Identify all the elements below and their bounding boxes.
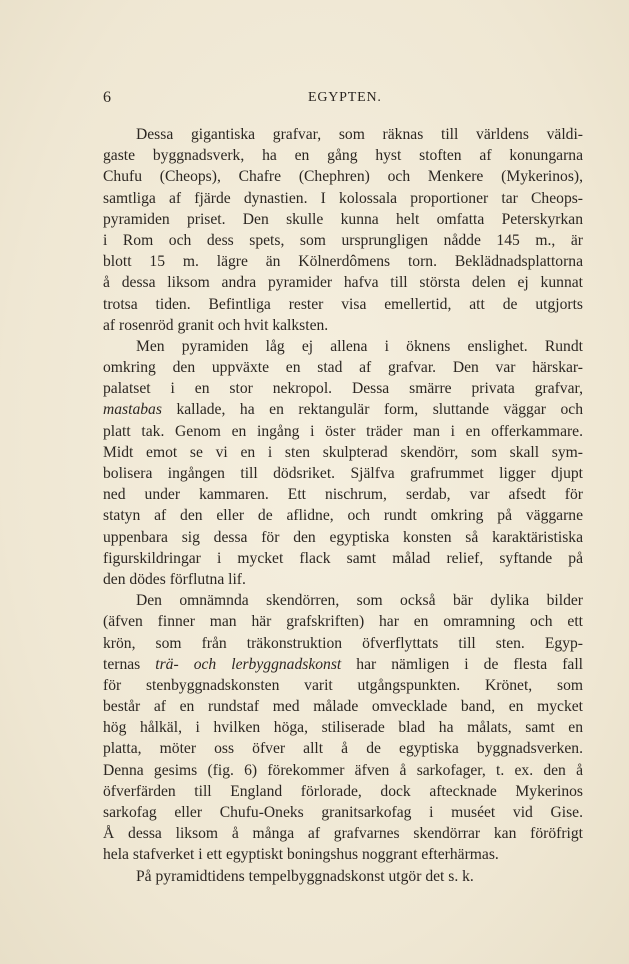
text-segment: Midt emot se vi en i sten skulpterad skendörr, som skall sym- (103, 443, 583, 461)
text-segment: samtliga af fjärde dynastien. I kolossala proportioner tar Cheops- (103, 189, 583, 207)
paragraph (103, 336, 583, 590)
text-segment: blott 15 m. lägre än Kölnerdômens torn. Beklädnadsplattorna (103, 253, 583, 271)
text-line (103, 590, 583, 611)
text-line (103, 251, 583, 272)
italic-text: mastabas (103, 401, 162, 419)
text-segment: ternas (103, 655, 156, 673)
text-segment: krön, som från träkonstruktion öfverflyttats till sten. Egyp- (103, 634, 583, 652)
text-segment: platt tak. Genom en ingång i öster träder man i en offerkammare. (103, 422, 583, 440)
text-segment: öfverfärden till England förlorade, dock aftecknade Mykerinos (103, 782, 583, 800)
text-line (103, 717, 583, 738)
running-title: EGYPTEN. (308, 90, 382, 105)
text-segment: Den omnämnda skendörren, som också bär dylika bilder (136, 592, 583, 610)
text-line (103, 399, 583, 420)
text-line (103, 209, 583, 230)
text-line (103, 230, 583, 251)
text-line (103, 294, 583, 315)
text-segment: trotsa tiden. Befintliga rester visa emellertid, att de utgjorts (103, 295, 583, 313)
text-segment: hela stafverket i ett egyptiskt boningshus noggrant efterhärmas. (103, 846, 499, 864)
text-line (103, 781, 583, 802)
text-segment: i Rom och dess spets, som ursprungligen nådde 145 m., är (103, 231, 583, 249)
text-line (103, 484, 583, 505)
italic-text: trä- och lerbyggnadskonst (155, 655, 342, 673)
paragraph (103, 866, 583, 887)
text-segment: hög hålkäl, i hvilken höga, stiliserade blad ha målats, samt en (103, 719, 583, 737)
text-line (103, 802, 583, 823)
text-segment: Dessa gigantiska grafvar, som räknas till världens väldi- (136, 126, 583, 143)
text-line (103, 315, 583, 336)
text-line (103, 188, 583, 209)
text-line (103, 421, 583, 442)
text-line (103, 738, 583, 759)
text-segment: palatset i en stor nekropol. Dessa smärre privata grafvar, (103, 380, 583, 398)
text-line (103, 124, 583, 145)
text-line (103, 633, 583, 654)
text-line (103, 548, 583, 569)
text-segment: bolisera ingången till dödsriket. Själfva grafrummet ligger djupt (103, 465, 583, 482)
paragraph (103, 590, 583, 865)
text-line (103, 696, 583, 717)
text-line (103, 505, 583, 526)
text-line (103, 272, 583, 293)
text-segment: pyramiden priset. Den skulle kunna helt omfatta Peterskyrkan (103, 210, 583, 228)
text-segment: den dödes förflutna lif. (103, 570, 246, 588)
text-segment: Denna gesims (fig. 6) förekommer äfven å sarkofager, t. ex. den å (103, 761, 583, 779)
text-line (103, 463, 583, 484)
text-segment: På pyramidtidens tempelbyggnadskonst utgör det s. k. (136, 867, 474, 885)
text-segment: statyn af den eller de aflidne, och rundt omkring på väggarne (103, 507, 583, 525)
page-header (103, 89, 582, 111)
text-segment: kallade, ha en rektangulär form, sluttande väggar och (161, 401, 583, 419)
text-segment: för stenbyggnadskonsten varit utgångspunkten. Krönet, som (103, 676, 583, 694)
text-segment: figurskildringar i mycket flack samt målad relief, syftande på (103, 549, 583, 567)
text-segment: platta, möter oss öfver allt å de egyptiska byggnadsverken. (103, 740, 583, 758)
text-line (103, 611, 583, 632)
text-line (103, 654, 583, 675)
text-line (103, 166, 583, 187)
paragraph (103, 124, 583, 336)
text-segment: Chufu (Cheops), Chafre (Chephren) och Menkere (Mykerinos), (103, 168, 583, 186)
text-segment: gaste byggnadsverk, ha en gång hyst stoften af konungarna (103, 147, 583, 165)
page-number: 6 (103, 89, 112, 106)
text-line (103, 378, 583, 399)
text-line (103, 357, 583, 378)
text-segment: (äfven finner man här grafskriften) har en omramning och ett (103, 613, 583, 631)
text-segment: består af en rundstaf med målade omvecklade band, en mycket (103, 698, 583, 716)
text-segment: sarkofag eller Chufu-Oneks granitsarkofag i muséet vid Gise. (103, 804, 583, 821)
text-line (103, 442, 583, 463)
text-line (103, 527, 583, 548)
text-segment: har nämligen i de flesta fall (341, 655, 583, 673)
text-line (103, 866, 583, 887)
text-line (103, 569, 583, 590)
text-segment: å dessa liksom andra pyramider hafva till största delen ej kunnat (103, 274, 583, 292)
text-line (103, 844, 583, 865)
text-line (103, 145, 583, 166)
text-line (103, 823, 583, 844)
text-segment: uppenbara sig dessa för den egyptiska konsten så karaktäristiska (103, 528, 583, 546)
text-segment: Men pyramiden låg ej allena i öknens enslighet. Rundt (136, 337, 583, 355)
text-line (103, 675, 583, 696)
text-line (103, 336, 583, 357)
text-segment: af rosenröd granit och hvit kalksten. (103, 316, 329, 334)
text-segment: omkring den uppväxte en stad af grafvar. Den var härskar- (103, 359, 583, 377)
text-line (103, 760, 583, 781)
text-segment: ned under kammaren. Ett nischrum, serdab, var afsedt för (103, 486, 583, 504)
text-segment: Å dessa liksom å många af grafvarnes skendörrar kan föröfrigt (103, 825, 583, 843)
body-text (103, 124, 583, 887)
